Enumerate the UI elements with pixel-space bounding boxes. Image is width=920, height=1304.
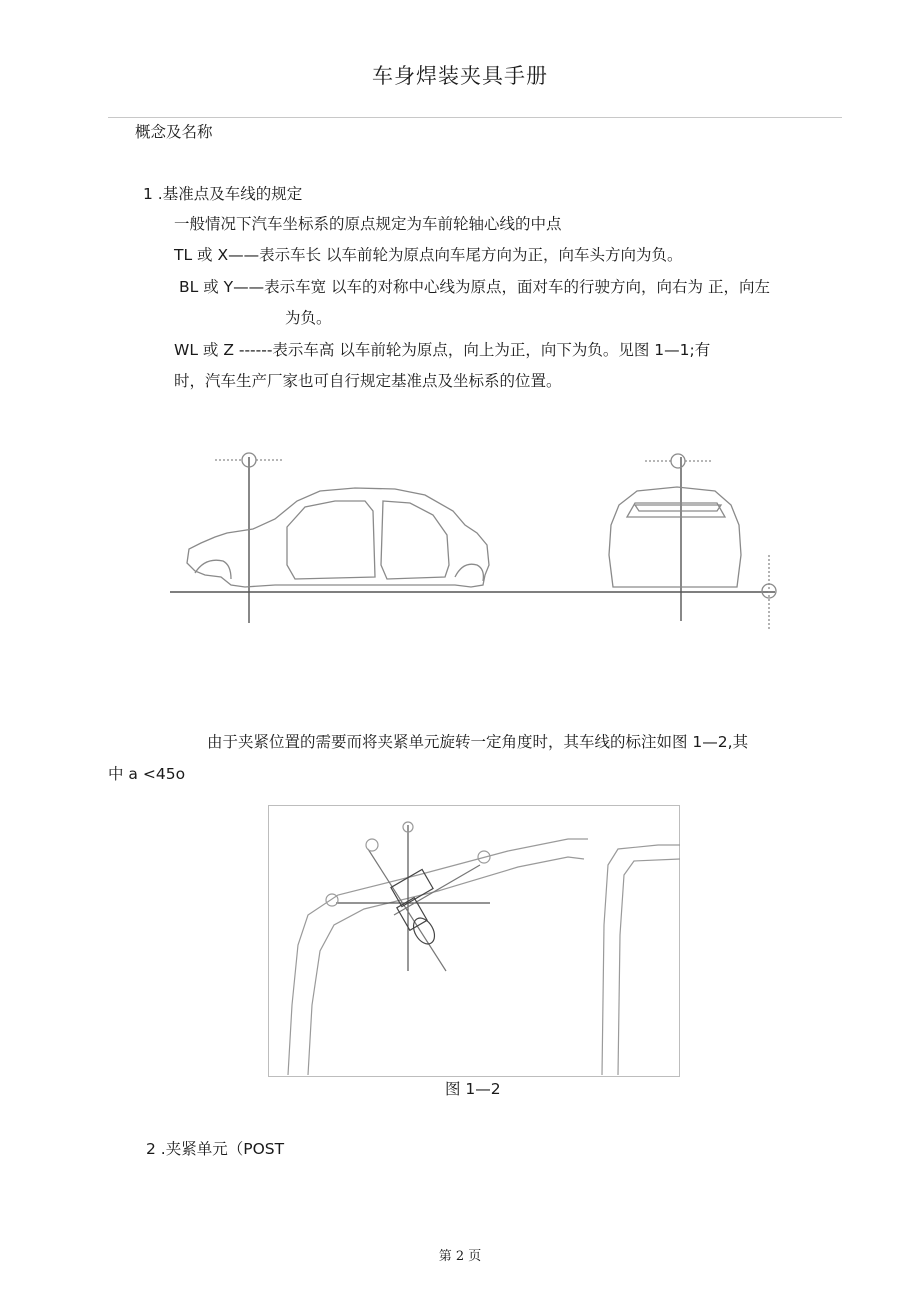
header-divider <box>108 117 842 118</box>
paragraph-rotation-cont: 中 a <45o <box>108 765 186 783</box>
figure-1-2-caption: 图 1—2 <box>445 1080 501 1098</box>
paragraph-wl-z: WL 或 Z ------表示车高 以车前轮为原点，向上为正，向下为负。见图 1—1;有 <box>174 341 711 359</box>
item2-heading: 2 .夹紧单元（POST <box>146 1140 285 1158</box>
paragraph-rotation: 由于夹紧位置的需要而将夹紧单元旋转一定角度时，其车线的标注如图 1—2,其 <box>207 733 749 751</box>
document-title: 车身焊装夹具手册 <box>372 64 548 88</box>
section-heading: 概念及名称 <box>135 123 213 141</box>
figure-1-2-rotated-clamp <box>268 805 680 1077</box>
paragraph-bl-y-cont: 为负。 <box>285 309 332 327</box>
paragraph-tl-x: TL 或 X——表示车长 以车前轮为原点向车尾方向为正，向车头方向为负。 <box>174 246 683 264</box>
figure-1-1-car-coordinates <box>165 445 785 635</box>
paragraph-origin: 一般情况下汽车坐标系的原点规定为车前轮轴心线的中点 <box>174 215 562 233</box>
paragraph-wl-z-cont: 时，汽车生产厂家也可自行规定基准点及坐标系的位置。 <box>174 372 562 390</box>
item1-heading: 1 .基准点及车线的规定 <box>143 185 303 203</box>
page-number: 第 2 页 <box>438 1249 482 1264</box>
paragraph-bl-y: BL 或 Y——表示车宽 以车的对称中心线为原点，面对车的行驶方向，向右为 正，向左 <box>179 278 770 296</box>
